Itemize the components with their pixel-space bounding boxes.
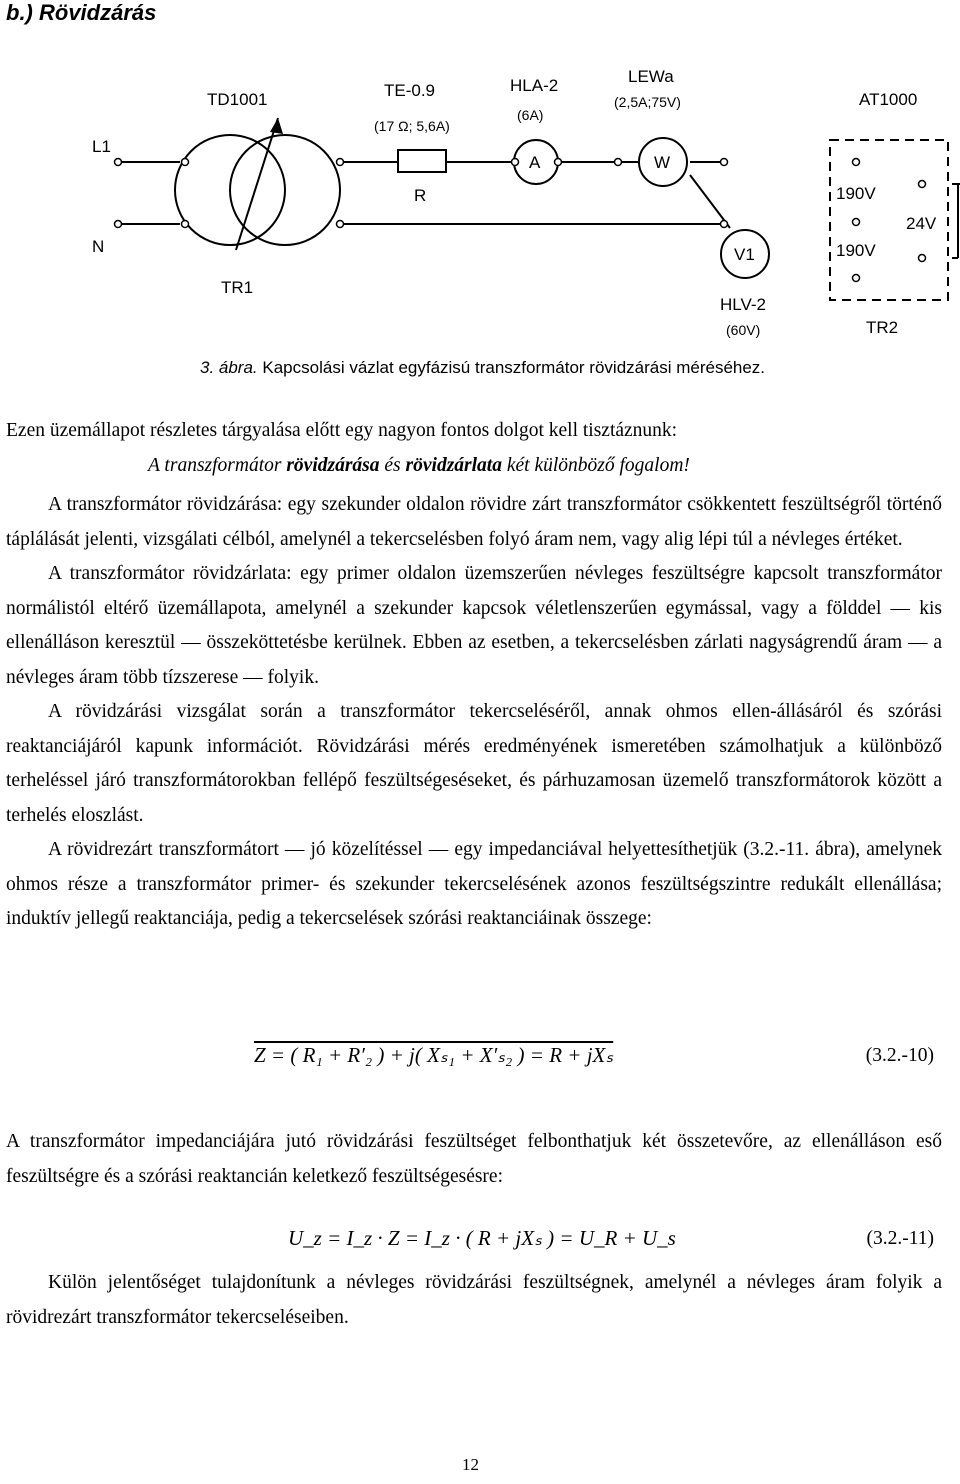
figure-caption — [200, 358, 765, 378]
emphasis-bold-rovidzarlata: rövidzárlata — [405, 455, 502, 476]
emphasis-part: két különböző fogalom! — [501, 455, 690, 476]
label-N: N — [92, 237, 105, 256]
paragraph-nevleges: Külön jelentőséget tulajdonítunk a névleges rövidzárási feszültségnek, amelynél a névleges áram folyik a rövidrezárt transzformátor tekercseléseiben. — [6, 1272, 942, 1328]
label-L1: L1 — [92, 137, 111, 156]
paragraph-vizsgalat: A rövidzárási vizsgálat során a transzformátor tekercseléséről, annak ohmos ellen-állásáról és szórási reaktanciájáról kapunk információt. Rövidzárási mérés eredményének ismeretében számolhatjuk a különböző terheléssel járó transzformátorokban fellépő feszültségeséseket, és párhuzamosan üzemelő transzformátorok között a terhelés eloszlást. — [6, 701, 942, 826]
label-HLA-spec: (6A) — [517, 107, 544, 123]
ammeter-label: A — [529, 153, 541, 172]
body-block-2 — [6, 1125, 942, 1194]
label-LEWa-spec: (2,5A;75V) — [614, 94, 681, 110]
wattmeter-label: W — [654, 153, 671, 172]
label-R: R — [414, 186, 427, 205]
circuit-diagram — [0, 0, 960, 350]
paragraph-definition-rovidzarlat: A transzformátor rövidzárlata: egy primer oldalon üzemszerűen névleges feszültségre kapcsolt transzformátor normálistól eltérő üzemállapota, amelynél a szekunder kapcsok véletlenszerűen egymással, vagy a földdel — kis ellenálláson keresztül — összeköttetésbe kerülnek. Ebben az esetben, a tekercselésben zárlati nagyságrendű áram — a névleges áram több tízszerese — folyik. — [6, 563, 942, 688]
label-HLA: HLA-2 — [510, 76, 559, 95]
intro-line: Ezen üzemállapot részletes tárgyalása előtt egy nagyon fontos dolgot kell tisztáznunk: — [6, 420, 678, 441]
label-190V-upper: 190V — [836, 184, 876, 203]
eq1-expression: Z = ( R₁ + R′₂ ) + j( Xₛ₁ + X′ₛ₂ ) = R + jXₛ — [254, 1043, 614, 1067]
paragraph-impedancia: A rövidrezárt transzformátort — jó közelítéssel — egy impedanciával helyettesíthetjük (3.2.-11. ábra), amelynek ohmos része a transzformátor primer- és szekunder tekercselésének azonos feszültségszintre redukált ellenállása; induktív jellegű reaktanciája, pedig a tekercselések szórási reaktanciáinak összege: — [6, 839, 942, 929]
caption-label: 3. ábra. — [200, 358, 258, 377]
label-TE-spec: (17 Ω; 5,6A) — [374, 118, 450, 134]
caption-text: Kapcsolási vázlat egyfázisú transzformátor rövidzárási méréséhez. — [257, 358, 766, 377]
emphasis-bold-rovidzarasa: rövidzárása — [286, 455, 380, 476]
label-TD1001: TD1001 — [207, 90, 268, 109]
paragraph-felbontas: A transzformátor impedanciájára jutó rövidzárási feszültséget felbonthatjuk két összetevőre, az ellenálláson eső feszültségre és a szórási reaktancián keletkező feszültségesésre: — [6, 1131, 942, 1187]
label-TE: TE-0.9 — [384, 81, 436, 100]
emphasis-line — [148, 455, 690, 477]
equation-3-2-11 — [288, 1226, 676, 1251]
paragraph-definition-rovidzaras: A transzformátor rövidzárása: egy szekunder oldalon rövidre zárt transzformátor csökkentett feszültségről történő táplálását jelenti, vizsgálati célból, amelynél a tekercselésben folyó áram nem, vagy alig lépi túl a névleges értéket. — [6, 494, 942, 550]
label-TR1: TR1 — [221, 278, 254, 297]
body-block-1 — [6, 488, 942, 937]
eq2-expression: U_z = I_z · Z = I_z · ( R + jXₛ ) = U_R + U_s — [288, 1226, 676, 1250]
section-heading: b.) Rövidzárás — [6, 0, 157, 25]
page-number: 12 — [462, 1455, 479, 1474]
label-AT1000: AT1000 — [859, 90, 918, 109]
label-190V-lower: 190V — [836, 241, 876, 260]
label-TR2: TR2 — [866, 318, 899, 337]
label-LEWa: LEWa — [628, 67, 674, 86]
equation-3-2-10 — [254, 1043, 613, 1068]
label-24V: 24V — [906, 214, 937, 233]
equation-number-11: (3.2.-11) — [866, 1228, 934, 1249]
label-HLV-spec: (60V) — [726, 322, 761, 338]
voltmeter-label: V1 — [734, 245, 755, 264]
emphasis-part: és — [379, 455, 406, 476]
label-HLV: HLV-2 — [720, 295, 766, 314]
equation-number-10: (3.2.-10) — [865, 1045, 934, 1066]
body-block-3 — [6, 1266, 942, 1335]
emphasis-part: A transzformátor — [148, 455, 287, 476]
